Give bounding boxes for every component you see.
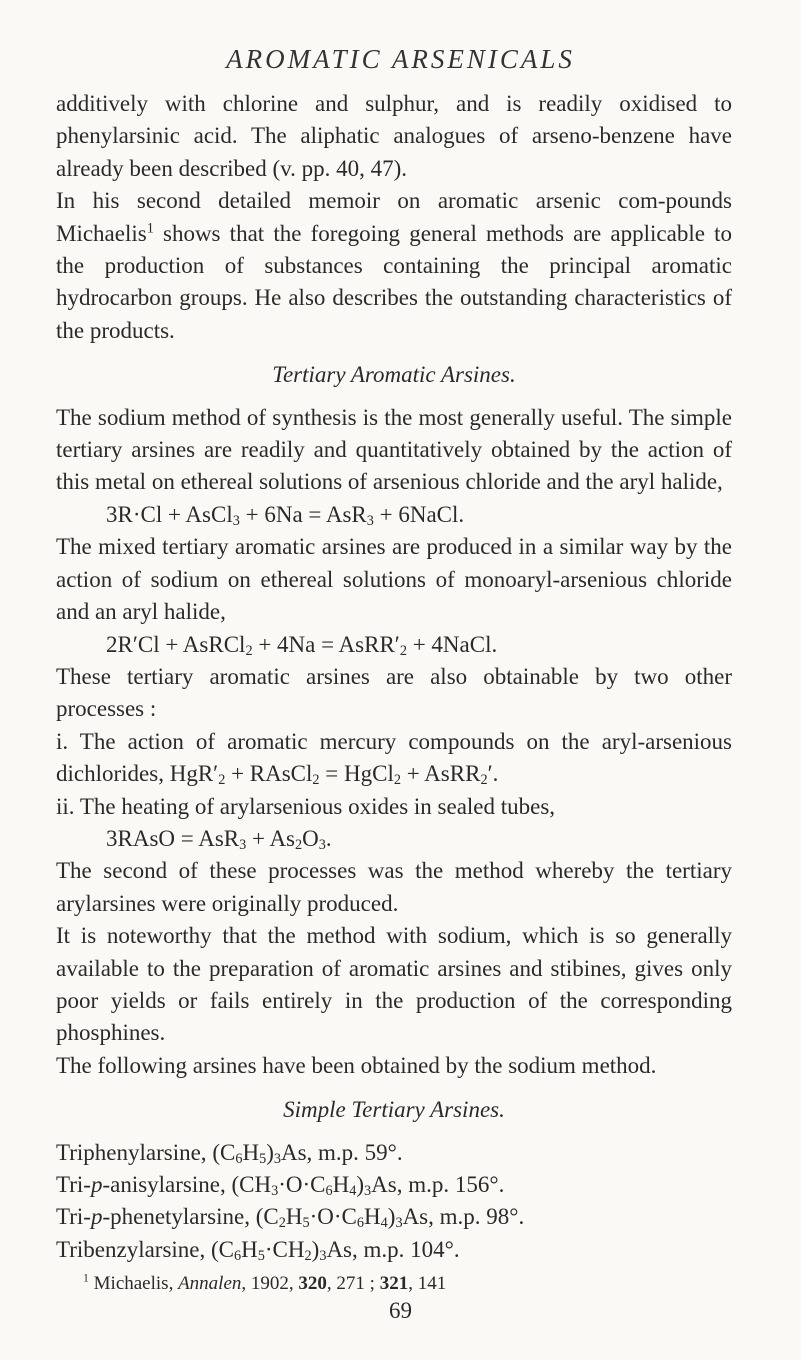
compound-name: Triphenylarsine,	[56, 1139, 213, 1165]
footnote-volume: 321	[379, 1273, 409, 1294]
body-text	[56, 88, 732, 1266]
compound-name: -phenetylarsine,	[102, 1204, 256, 1230]
paragraph-2	[56, 185, 732, 347]
paragraph-6-text: i. The action of aromatic mercury compounds on the aryl-arsenious dichlorides,	[56, 728, 732, 787]
paragraph-3: The sodium method of synthesis is the most generally useful. The simple tertiary arsines are readily and quantitatively obtained by the action of this metal on ethereal solutions of arsenious chloride and the aryl halide,	[56, 404, 732, 495]
compound-triphenylarsine: Triphenylarsine, $(C_6H_5)_3As$, m.p. 59°.	[56, 1139, 403, 1167]
melting-point: , m.p. 104°.	[352, 1236, 460, 1262]
compound-name: Tribenzylarsine,	[56, 1236, 212, 1262]
footnote-text: , 271 ;	[326, 1273, 380, 1294]
footnote-number: 1	[83, 1271, 89, 1285]
paragraph-8: The second of these processes was the method whereby the tertiary arylarsines were originally produced.	[56, 858, 732, 916]
footnote-text: , 141	[408, 1273, 447, 1294]
melting-point: , m.p. 98°.	[428, 1204, 525, 1230]
compound-name: -anisylarsine,	[102, 1172, 232, 1197]
section-heading-simple-tertiary-arsines: Simple Tertiary Arsines.	[283, 1097, 505, 1123]
compound-tri-p-anisylarsine: Tri-p-anisylarsine, $(CH_3\cdot O\cdot C_6H_4)_3As$, m.p. 156°.	[56, 1172, 505, 1199]
page-number: 69	[389, 1298, 412, 1323]
paragraph-5: These tertiary aromatic arsines are also obtainable by two other processes :	[56, 663, 732, 722]
compound-tribenzylarsine: Tribenzylarsine, $(C_6H_5\cdot CH_2)_3As$, m.p. 104°.	[56, 1236, 460, 1264]
paragraph-9: It is noteworthy that the method with sodium, which is so generally available to the preparation of aromatic arsines and stibines, gives only poor yields or fails entirely in the production of the corresponding phosphines.	[56, 923, 732, 1046]
paragraph-10: The following arsines have been obtained by the sodium method.	[56, 1052, 657, 1078]
paragraph-4: The mixed tertiary aromatic arsines are produced in a similar way by the action of sodium on ethereal solutions of monoaryl-arsenious chloride and an aryl halide,	[56, 534, 732, 625]
equation-2: 2R′Cl + AsRCl$_2$ + $4Na = AsRR'_2$ + 4NaCl.	[106, 631, 498, 659]
paragraph-2-text-cont: shows that the foregoing general methods are applicable to the production of substances containing the principal aromatic hydrocarbon groups. He also describes the outstanding characteristics of the products.	[56, 220, 732, 343]
footnote	[83, 1272, 733, 1296]
footnote-journal: Annalen	[178, 1273, 242, 1294]
paragraph-6: i. The action of aromatic mercury compounds on the aryl-arsenious dichlorides, $HgR'_2$ + RAsCl$_2$ = HgCl$_2$ + AsRR$_2$′.	[56, 728, 732, 788]
paragraph-7: ii. The heating of arylarsenious oxides in sealed tubes,	[56, 793, 556, 819]
running-head: AROMATIC ARSENICALS	[226, 44, 575, 74]
equation-1: 3R·Cl + AsCl$_3$ + 6Na = AsR$_3$ + 6NaCl.	[106, 501, 465, 529]
paragraph-2-text: In his second detailed memoir on aromatic arsenic com-pounds Michaelis	[56, 188, 732, 246]
paragraph-1: additively with chlorine and sulphur, and is readily oxidised to phenylarsinic acid. The aliphatic analogues of arseno-benzene have already been described (v. pp. 40, 47).	[56, 91, 732, 181]
footnote-text: , 1902,	[241, 1273, 299, 1294]
melting-point: , m.p. 156°.	[396, 1172, 505, 1197]
footnote-volume: 320	[298, 1273, 327, 1294]
footnote-text: Michaelis,	[88, 1273, 179, 1294]
compound-tri-p-phenetylarsine: Tri-p-phenetylarsine, $(C_2H_5\cdot O\cdot C_6H_4)_3As$, m.p. 98°.	[56, 1204, 525, 1232]
melting-point: , m.p. 59°.	[306, 1139, 403, 1165]
equation-3: 3RAsO = $AsR_3 + As_2O_3$.	[106, 825, 332, 853]
section-heading-tertiary-aromatic-arsines: Tertiary Aromatic Arsines.	[272, 362, 516, 388]
footnote-reference: 1	[146, 219, 154, 236]
